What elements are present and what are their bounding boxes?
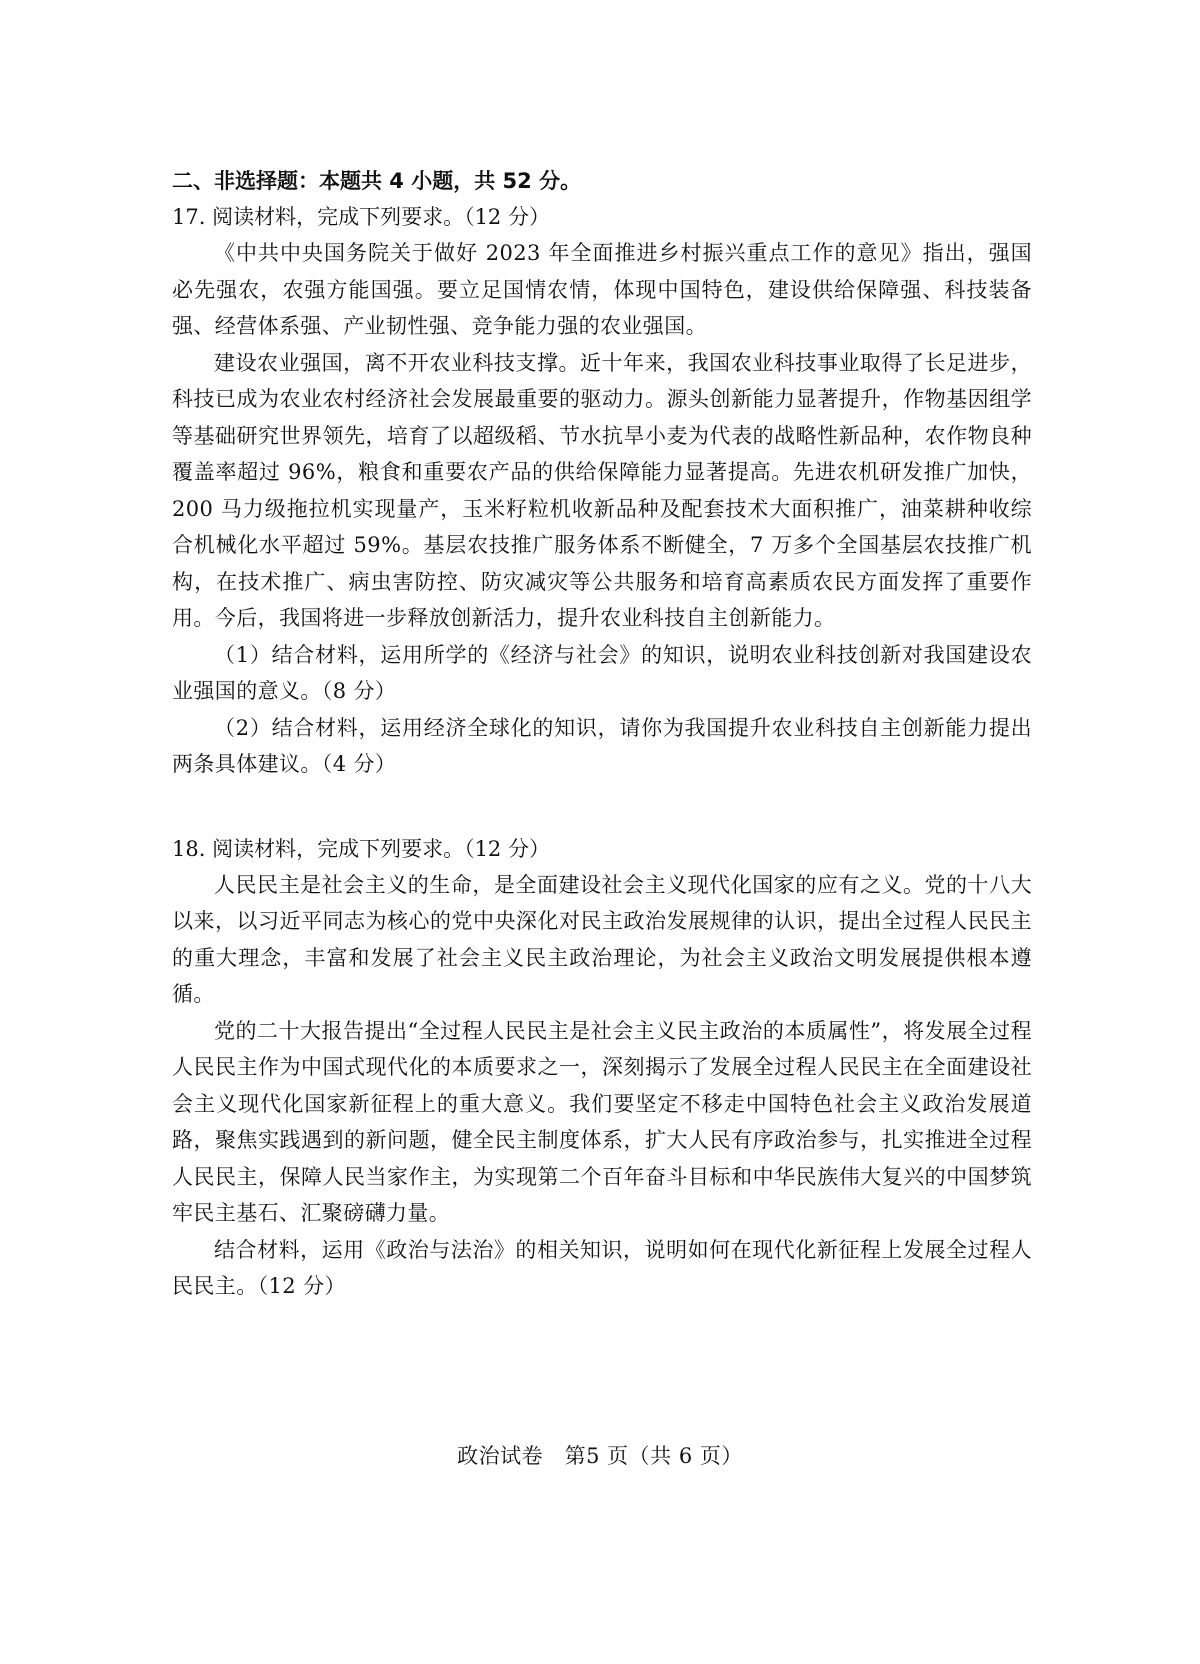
question-17-material-paragraph-2: 建设农业强国，离不开农业科技支撑。近十年来，我国农业科技事业取得了长足进步，科技已成为农业农村经济社会发展最重要的驱动力。源头创新能力显著提升，作物基因组学等基础研究世界领先，培育了以超级稻、节水抗旱小麦为代表的战略性新品种，农作物良种覆盖率超过 96%，粮食和重要农产品的供给保障能力显著提高。先进农机研发推广加快，200 马力级拖拉机实现量产，玉米籽粒机收新品种及配套技术大面积推广，油菜耕种收综合机械化水平超过 59%。基层农技推广服务体系不断健全，7 万多个全国基层农技推广机构，在技术推广、病虫害防控、防灾减灾等公共服务和培育高素质农民方面发挥了重要作用。今后，我国将进一步释放创新活力，提升农业科技自主创新能力。 [172,350,1032,630]
question-18-material-paragraph-2: 党的二十大报告提出“全过程人民民主是社会主义民主政治的本质属性”，将发展全过程人民民主作为中国式现代化的本质要求之一，深刻揭示了发展全过程人民民主在全面建设社会主义现代化国家新征程上的重大意义。我们要坚定不移走中国特色社会主义政治发展道路，聚焦实践遇到的新问题，健全民主制度体系，扩大人民有序政治参与，扎实推进全过程人民民主，保障人民当家作主，为实现第二个百年奋斗目标和中华民族伟大复兴的中国梦筑牢民主基石、汇聚磅礴力量。 [172,1018,1032,1225]
answer-space [172,783,1032,831]
question-17-material-paragraph-1: 《中共中央国务院关于做好 2023 年全面推进乡村振兴重点工作的意见》指出，强国必先强农，农强方能国强。要立足国情农情，体现中国特色，建设供给保障强、科技装备强、经营体系强、产业韧性强、竞争能力强的农业强国。 [172,241,1032,338]
question-18-question: 结合材料，运用《政治与法治》的相关知识，说明如何在现代化新征程上发展全过程人民民主。（12 分） [172,1237,1032,1298]
question-17 [172,199,1032,783]
question-17-subquestion-2: （2）结合材料，运用经济全球化的知识，请你为我国提升农业科技自主创新能力提出两条具体建议。（4 分） [172,715,1032,776]
question-17-subquestion-1: （1）结合材料，运用所学的《经济与社会》的知识，说明农业科技创新对我国建设农业强国的意义。（8 分） [172,642,1032,703]
section-heading: 二、非选择题：本题共 4 小题，共 52 分。 [172,169,582,193]
question-18-material-paragraph-1: 人民民主是社会主义的生命，是全面建设社会主义现代化国家的应有之义。党的十八大以来，以习近平同志为核心的党中央深化对民主政治发展规律的认识，提出全过程人民民主的重大理念，丰富和发展了社会主义民主政治理论，为社会主义政治文明发展提供根本遵循。 [172,872,1032,1006]
question-18 [172,831,1032,1305]
page-content [172,163,1032,1305]
question-18-title: 18. 阅读材料，完成下列要求。（12 分） [172,836,550,861]
question-17-title: 17. 阅读材料，完成下列要求。（12 分） [172,205,550,229]
page-footer: 政治试卷 第5 页（共 6 页） [457,1444,743,1468]
